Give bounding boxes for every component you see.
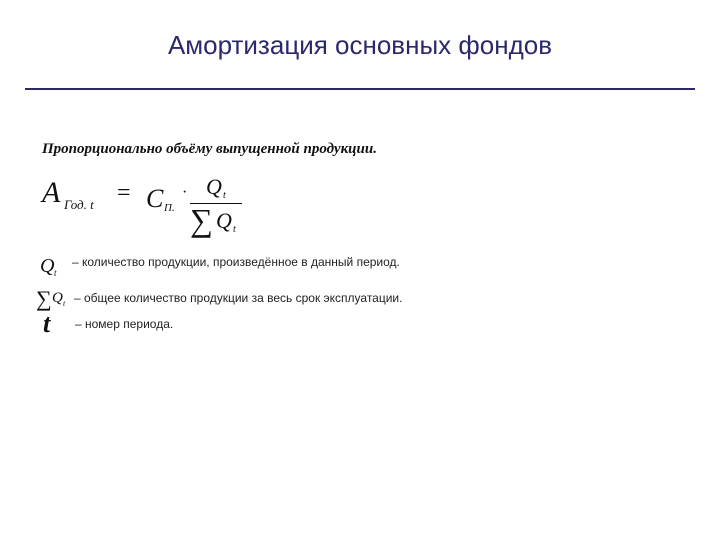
formula-equals: = (117, 180, 131, 206)
numerator-q: Q (206, 174, 222, 199)
formula-a-symbol: A (42, 176, 61, 209)
formula-c-subscript: П. (164, 202, 175, 214)
def2-subscript: t (63, 299, 66, 308)
def2-text: – общее количество продукции за весь срок эксплуатации. (74, 291, 403, 305)
def1-subscript: t (54, 268, 57, 278)
formula-a-subscript: Год. t (64, 197, 94, 212)
formula-dot: · (182, 184, 188, 201)
def3-text: – номер периода. (75, 317, 174, 331)
slide-title: Амортизация основных фондов (167, 30, 553, 60)
slide-subtitle: Пропорционально объёму выпущенной продукции. (42, 141, 377, 157)
def1-text: – количество продукции, произведённое в данный период. (72, 255, 400, 269)
denominator-sum-icon: ∑ (190, 202, 213, 238)
title-divider (25, 88, 695, 90)
def3-t-symbol: t (43, 309, 51, 338)
def2-q-symbol: Q (52, 290, 63, 306)
def1-q-symbol: Q (40, 255, 55, 277)
def2-sum-icon: ∑ (36, 286, 52, 311)
denominator-q: Q (216, 208, 232, 233)
formula-c-symbol: C (146, 184, 164, 213)
denominator-subscript: t (233, 224, 236, 235)
amortization-formula (40, 172, 260, 242)
numerator-subscript: t (223, 190, 226, 201)
